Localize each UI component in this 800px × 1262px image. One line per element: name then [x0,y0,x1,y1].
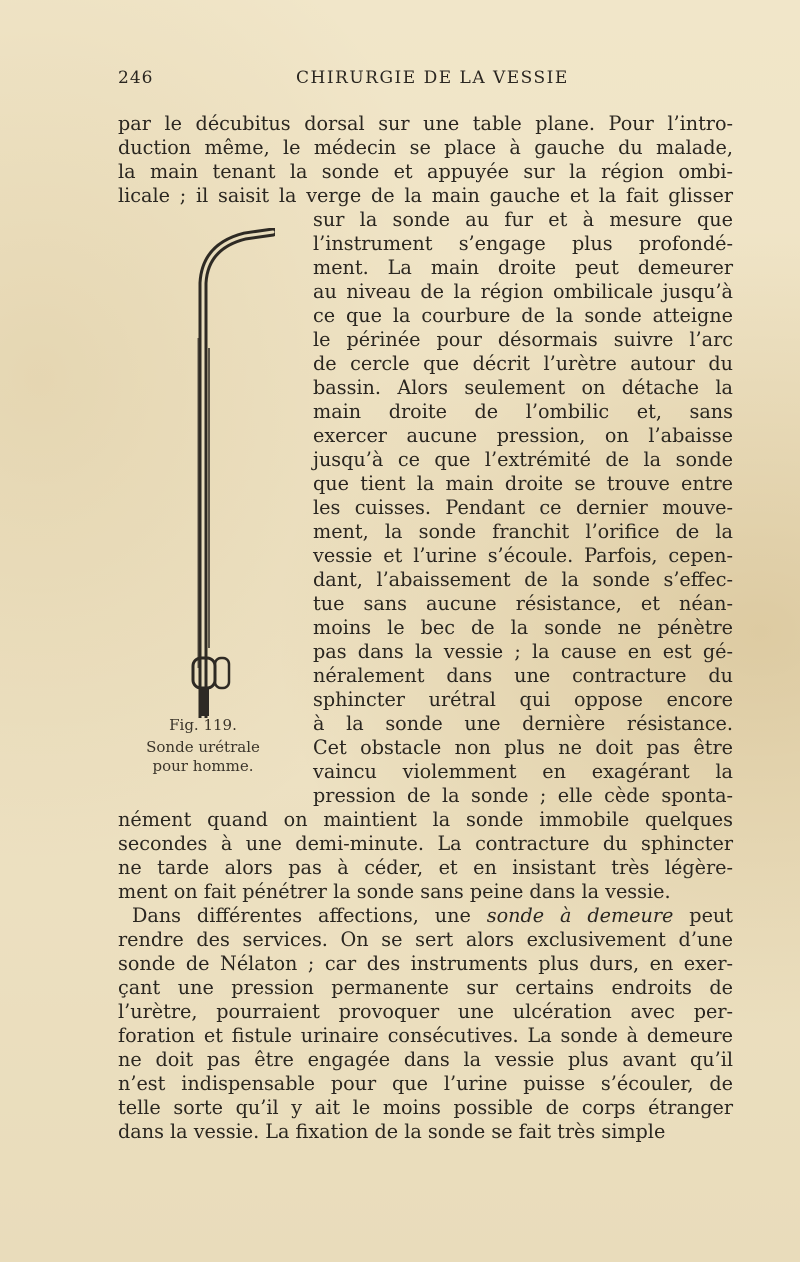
text-line: duction même, le médecin se place à gauche du malade, [118,136,733,159]
paragraph-first-line [132,904,733,928]
text-line: de cercle que décrit l’urètre autour du [313,352,733,375]
text-line: pas dans la vessie ; la cause en est gé- [313,640,733,663]
figure-label: Fig. 119. [169,716,237,734]
text-line: exercer aucune pression, on l’abaisse [313,424,733,447]
text-line: ce que la courbure de la sonde atteigne [313,304,733,327]
text-line: Cet obstacle non plus ne doit pas être [313,736,733,759]
text-line: dans la vessie. La fixation de la sonde se fait très simple [118,1120,666,1143]
text-line: le périnée pour désormais suivre l’arc [313,328,733,351]
text-line: licale ; il saisit la verge de la main gauche et la fait glisser [118,184,733,207]
text-line: sonde de Nélaton ; car des instruments plus durs, en exer- [118,952,733,975]
text-line: ne tarde alors pas à céder, et en insistant très légère- [118,856,733,879]
text-line: jusqu’à ce que l’extrémité de la sonde [313,448,733,471]
text-line: rendre des services. On se sert alors exclusivement d’une [118,928,733,951]
text-line: bassin. Alors seulement on détache la [313,376,733,399]
text-line: secondes à une demi-minute. La contracture du sphincter [118,832,733,855]
text-line: vaincu violemment en exagérant la [313,760,733,783]
text-line: l’instrument s’engage plus profondé- [313,232,733,255]
page-number: 246 [118,68,154,88]
page-header [118,68,730,94]
figure-caption: Sonde urétrale [146,738,260,756]
text-line: par le décubitus dorsal sur une table plane. Pour l’intro- [118,112,733,135]
text-span: peut [673,904,733,927]
italic-term: sonde à demeure [486,904,674,927]
text-line: n’est indispensable pour que l’urine puisse s’écouler, de [118,1072,733,1095]
text-line: moins le bec de la sonde ne pénètre [313,616,733,639]
running-title: CHIRURGIE DE LA VESSIE [296,68,569,88]
text-line: tue sans aucune résistance, et néan- [313,592,733,615]
text-line: main droite de l’ombilic et, sans [313,400,733,423]
text-line: foration et fistule urinaire consécutives. La sonde à demeure [118,1024,733,1047]
text-line: ment on fait pénétrer la sonde sans peine dans la vessie. [118,880,671,903]
text-line: la main tenant la sonde et appuyée sur la région ombi- [118,160,733,183]
text-line: dant, l’abaissement de la sonde s’effec- [313,568,733,591]
text-span: Dans différentes affections, une [132,904,487,927]
text-line: sur la sonde au fur et à mesure que [313,208,733,231]
text-line: néralement dans une contracture du [313,664,733,687]
text-line: pression de la sonde ; elle cède sponta- [313,784,733,807]
urethral-catheter-illustration [185,228,275,718]
figure-caption: pour homme. [152,757,254,775]
text-line: les cuisses. Pendant ce dernier mouve- [313,496,733,519]
text-line: sphincter urétral qui oppose encore [313,688,733,711]
text-line: à la sonde une dernière résistance. [313,712,733,735]
text-line: çant une pression permanente sur certains endroits de [118,976,733,999]
text-line: l’urètre, pourraient provoquer une ulcération avec per- [118,1000,733,1023]
text-line: au niveau de la région ombilicale jusqu’à [313,280,733,303]
text-line: que tient la main droite se trouve entre [313,472,733,495]
text-line: ne doit pas être engagée dans la vessie plus avant qu’il [118,1048,733,1071]
text-line: telle sorte qu’il y ait le moins possible de corps étranger [118,1096,733,1119]
text-line: ment. La main droite peut demeurer [313,256,733,279]
text-line: vessie et l’urine s’écoule. Parfois, cepen- [313,544,733,567]
text-line: nément quand on maintient la sonde immobile quelques [118,808,733,831]
text-line: ment, la sonde franchit l’orifice de la [313,520,733,543]
